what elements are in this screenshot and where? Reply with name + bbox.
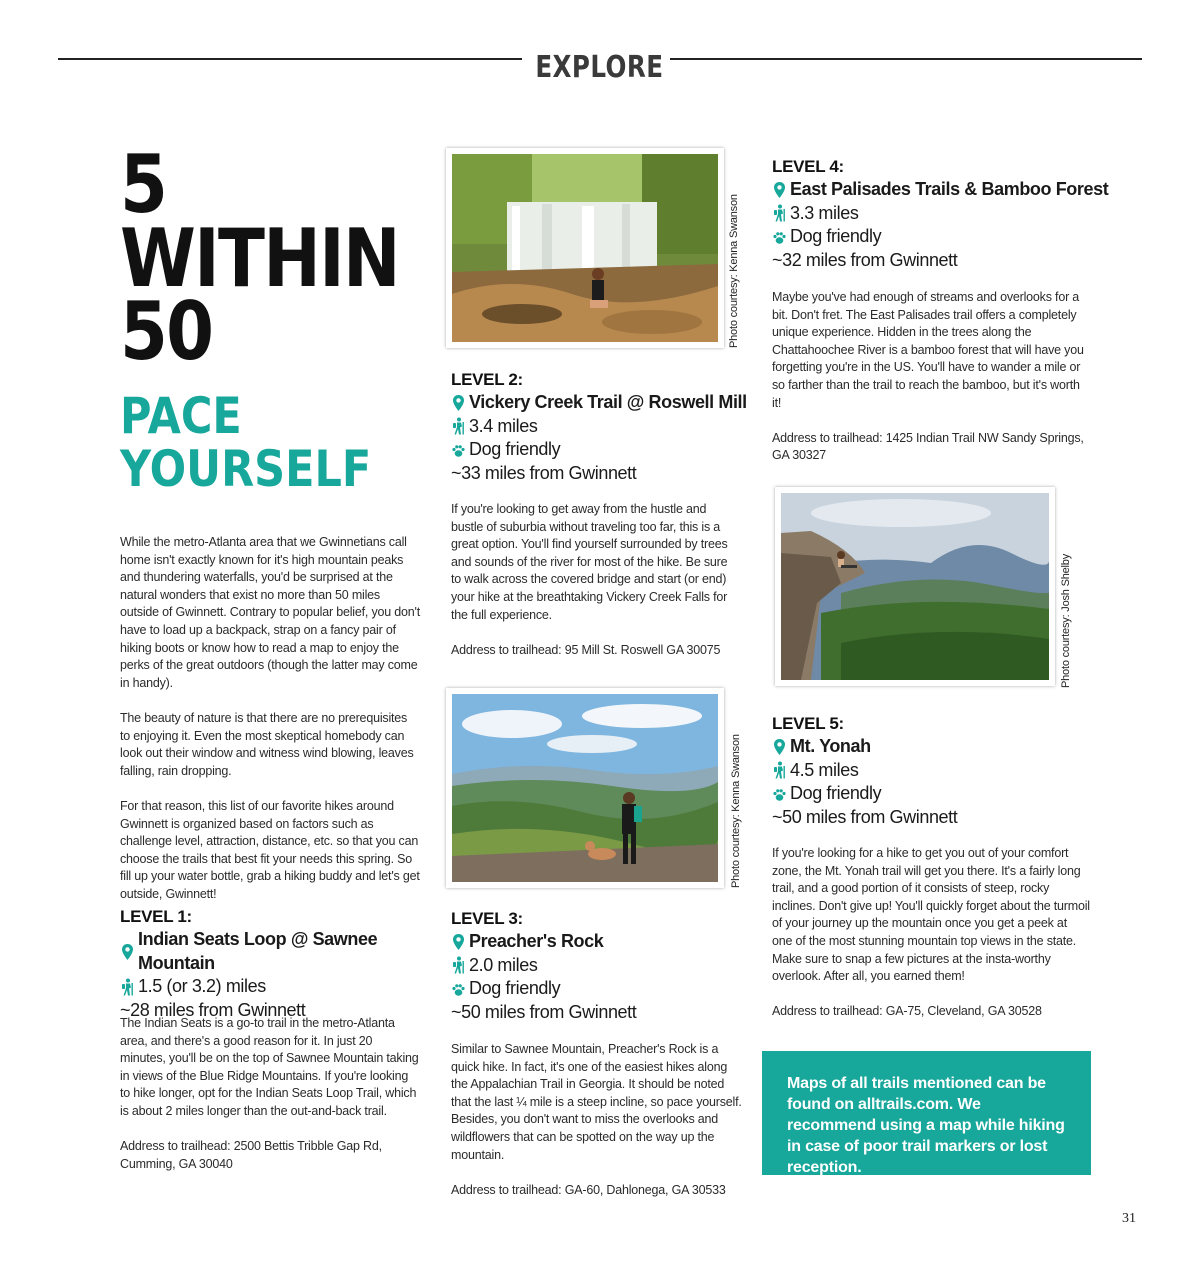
level-address: Address to trailhead: GA-75, Cleveland, GA 30528	[772, 1004, 1042, 1019]
map-pin-icon	[451, 394, 466, 412]
waterfall-photo	[446, 148, 724, 348]
cliff-image	[781, 493, 1049, 680]
map-pin-icon	[772, 738, 787, 756]
trail-name-row	[120, 928, 440, 975]
mountain-image	[452, 694, 718, 882]
level-body: The Indian Seats is a go-to trail in the metro-Atlanta area, and there's a good reason for it. In just 20 minutes, you'll be on the top of Sawnee Mountain taking in views of the Blue Ridge Mountains. If you're looking to hike longer, opt for the Indian Seats Loop Trail, which is about 2 miles longer than the out-and-back trail.	[120, 1016, 419, 1118]
cliff-photo	[775, 487, 1055, 686]
level-title: LEVEL 4:	[772, 157, 844, 176]
photo-credit: Photo courtesy: Kenna Swanson	[730, 734, 742, 888]
waterfall-image	[452, 154, 718, 342]
paw-print-icon	[772, 785, 787, 803]
level-address: Address to trailhead: 95 Mill St. Roswell GA 30075	[451, 642, 721, 657]
level-2-text	[451, 501, 736, 677]
page-title	[120, 138, 399, 379]
header-rule-left	[58, 58, 522, 60]
level-2-block	[451, 368, 751, 485]
trail-miles: 1.5 (or 3.2) miles	[138, 976, 266, 996]
hiker-icon	[451, 956, 466, 974]
level-3-block	[451, 907, 751, 1024]
level-5-block	[772, 712, 1102, 829]
photo-credit: Photo courtesy: Josh Shelby	[1060, 553, 1072, 688]
level-body: If you're looking for a hike to get you out of your comfort zone, the Mt. Yonah trail will get you there. It's a fairly long trail, and a good portion of it consists of steep, rocky inclines. Don't give up! You'll quickly forget about the turmoil of your journey up the mountain once you get a peek at one of the most stunning mountain top views in the state. Make sure to snap a few pictures at the insta-worthy overlook. After all, you earned them!	[772, 846, 1090, 984]
trail-miles: 3.3 miles	[790, 202, 859, 223]
trail-miles-row	[451, 954, 751, 978]
trail-distance: ~33 miles from Gwinnett	[451, 462, 637, 483]
trail-name: Indian Seats Loop @ Sawnee Mountain	[138, 929, 378, 973]
mountain-photo	[446, 688, 724, 888]
trail-name: Mt. Yonah	[790, 736, 871, 756]
trail-miles-row	[120, 975, 440, 999]
level-address: Address to trailhead: GA-60, Dahlonega, GA 30533	[451, 1182, 726, 1197]
title-line-3: 50	[120, 285, 213, 379]
level-4-block	[772, 155, 1112, 272]
trail-distance-row	[772, 806, 1102, 830]
trail-name-row	[451, 930, 751, 954]
trail-miles-row	[451, 415, 751, 439]
level-1-block	[120, 905, 440, 1022]
hiker-icon	[772, 204, 787, 222]
trail-dog-row	[451, 977, 751, 1001]
hiker-icon	[451, 417, 466, 435]
level-title: LEVEL 2:	[451, 370, 523, 389]
trail-dog-friendly: Dog friendly	[469, 439, 561, 459]
level-address: Address to trailhead: 1425 Indian Trail NW Sandy Springs, GA 30327	[772, 430, 1084, 463]
trail-distance-row	[451, 1001, 751, 1025]
paw-print-icon	[772, 228, 787, 246]
intro-paragraph: The beauty of nature is that there are no prerequisites to enjoying it. Even the most skeptical homebody can look out their window and witness wind blowing, leaves falling, rain dropping.	[120, 710, 414, 778]
level-address: Address to trailhead: 2500 Bettis Tribble Gap Rd, Cumming, GA 30040	[120, 1139, 382, 1171]
photo-credit: Photo courtesy: Kenna Swanson	[728, 194, 740, 348]
level-title: LEVEL 3:	[451, 909, 523, 928]
trail-distance: ~32 miles from Gwinnett	[772, 249, 958, 270]
subtitle-line-2: YOURSELF	[120, 439, 372, 498]
level-title: LEVEL 1:	[120, 907, 192, 926]
trail-name: Preacher's Rock	[469, 931, 604, 951]
trail-miles: 3.4 miles	[469, 415, 538, 436]
intro-paragraph: While the metro-Atlanta area that we Gwinnetians call home isn't exactly known for it's high mountain peaks and thundering waterfalls, you'd be surprised at the natural wonders that exist no more than 50 miles outside of Gwinnett. Contrary to popular belief, you don't have to load up a backpack, strap on a fancy pair of hiking boots or know how to read a map to enjoy the perks of the great outdoors (though the latter may come in handy).	[120, 535, 420, 690]
header-rule-right	[670, 58, 1142, 60]
paw-print-icon	[451, 980, 466, 998]
trail-name-row	[772, 178, 1112, 202]
title-line-1: 5	[120, 138, 167, 231]
map-pin-icon	[120, 943, 135, 961]
hiker-icon	[772, 761, 787, 779]
intro-paragraph: For that reason, this list of our favorite hikes around Gwinnett is organized based on factors such as challenge level, attraction, distance, etc. so that you can choose the trails that best fit your needs this spring. So fill up your water bottle, grab a hiking buddy and let's get outside, Gwinnett!	[120, 798, 420, 901]
trail-dog-friendly: Dog friendly	[790, 226, 882, 246]
level-body: If you're looking to get away from the hustle and bustle of suburbia without traveling too far, this is a great option. You'll find yourself surrounded by trees and sounds of the river for most of the hike. Be sure to walk across the covered bridge and start (or end) your hike at the breathtaking Vickery Creek Falls for the full experience.	[451, 502, 728, 622]
level-body: Similar to Sawnee Mountain, Preacher's Rock is a quick hike. In fact, it's one of the easiest hikes along the Appalachian Trail in Georgia. It should be noted that the last ¼ mile is a steep incline, so pace yourself. Besides, you don't want to miss the overlooks and wildflowers that can be spotted on the way up the mountain.	[451, 1042, 742, 1162]
title-line-2: WITHIN	[120, 211, 399, 305]
trail-miles: 4.5 miles	[790, 759, 859, 780]
trail-name: East Palisades Trails & Bamboo Forest	[790, 179, 1109, 199]
maps-callout: Maps of all trails mentioned can be found on alltrails.com. We recommend using a map while hiking in case of poor trail markers or lost reception.	[762, 1051, 1091, 1175]
level-1-text	[120, 1015, 420, 1191]
map-pin-icon	[772, 181, 787, 199]
trail-distance: ~50 miles from Gwinnett	[451, 1001, 637, 1022]
trail-distance-row	[772, 249, 1112, 273]
trail-dog-row	[451, 438, 751, 462]
page-subtitle	[120, 387, 412, 498]
subtitle-line-1: PACE	[120, 387, 242, 445]
trail-name-row	[451, 391, 751, 415]
page-number: 31	[1122, 1211, 1136, 1226]
paw-print-icon	[451, 441, 466, 459]
level-body: Maybe you've had enough of streams and overlooks for a bit. Don't fret. The East Palisades trail offers a completely unique experience. Hidden in the trees along the Chattahoochee River is a bamboo forest that will have you forgetting you're in the US. You'll have to wander a mile or so farther than the trail to reach the bamboo, but it's worth it!	[772, 290, 1084, 410]
level-title: LEVEL 5:	[772, 714, 844, 733]
level-5-text	[772, 845, 1090, 1039]
trail-dog-row	[772, 782, 1102, 806]
intro-text	[120, 534, 420, 921]
trail-distance: ~50 miles from Gwinnett	[772, 806, 958, 827]
trail-miles-row	[772, 202, 1112, 226]
trail-dog-friendly: Dog friendly	[790, 783, 882, 803]
trail-distance-row	[451, 462, 751, 486]
hiker-icon	[120, 978, 135, 996]
map-pin-icon	[451, 933, 466, 951]
trail-miles-row	[772, 759, 1102, 783]
trail-name-row	[772, 735, 1102, 759]
trail-dog-row	[772, 225, 1112, 249]
trail-distance: ~28 miles from Gwinnett	[120, 999, 306, 1020]
trail-name: Vickery Creek Trail @ Roswell Mill	[469, 392, 747, 412]
section-label: EXPLORE	[535, 50, 664, 85]
trail-miles: 2.0 miles	[469, 954, 538, 975]
trail-dog-friendly: Dog friendly	[469, 978, 561, 998]
level-4-text	[772, 289, 1090, 483]
level-3-text	[451, 1041, 743, 1217]
